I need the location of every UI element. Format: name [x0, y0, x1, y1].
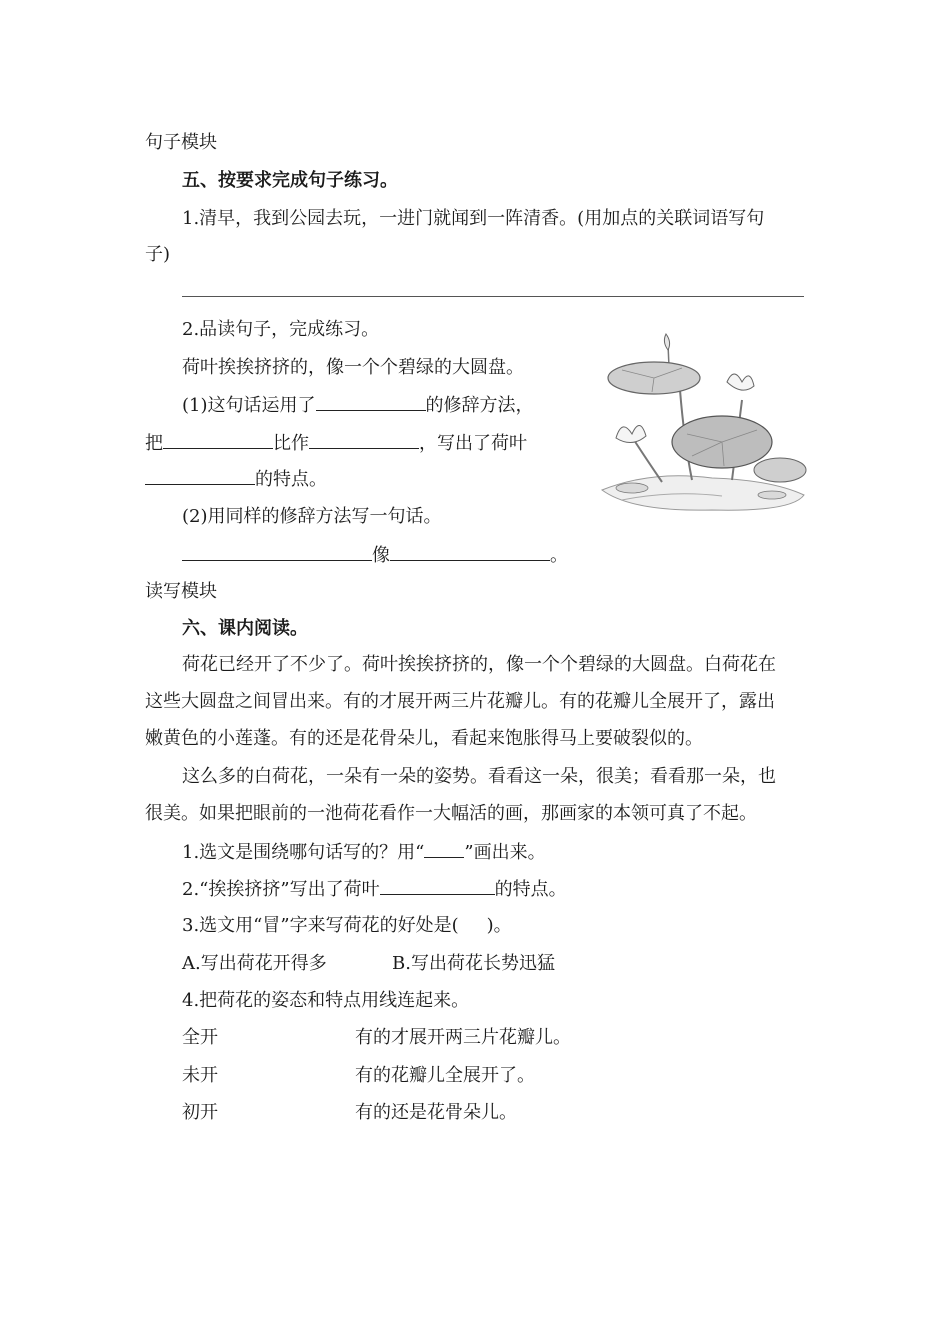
- question-5-2-1-row1: [182, 392, 534, 419]
- match-right-1[interactable]: 有的才展开两三片花瓣儿。: [355, 1027, 571, 1048]
- question-6-1: [182, 839, 546, 866]
- question-5-2-title: 2.品读句子，完成练习。: [182, 319, 380, 340]
- blank-sentence-start[interactable]: [182, 542, 372, 561]
- q5-2-1-text-a: (1)这句话运用了: [182, 395, 316, 416]
- q6-3-text-a: 3.选文用“冒”字来写荷花的好处是(: [182, 915, 459, 936]
- question-5-2-1-row2: [145, 430, 527, 457]
- passage-line-1: 荷花已经开了不少了。荷叶挨挨挤挤的，像一个个碧绿的大圆盘。白荷花在: [182, 654, 776, 675]
- blank-feature[interactable]: [145, 466, 255, 485]
- q6-2-text-a: 2.“挨挨挤挤”写出了荷叶: [182, 879, 380, 900]
- q5-2-1-text-c: 把: [145, 433, 163, 454]
- match-right-2[interactable]: 有的花瓣儿全展开了。: [355, 1065, 535, 1086]
- q5-2-2-end: 。: [550, 545, 568, 566]
- q5-2-1-text-b: 的修辞方法，: [425, 395, 534, 416]
- match-left-2[interactable]: 未开: [182, 1065, 218, 1086]
- passage-line-4: 这么多的白荷花，一朵有一朵的姿势。看看这一朵，很美；看看那一朵，也: [182, 766, 776, 787]
- q5-2-1-text-d: 比作: [273, 433, 309, 454]
- question-5-2-1-row3: [145, 466, 327, 493]
- q6-2-text-b: 的特点。: [494, 879, 567, 900]
- question-5-1-line2: 子): [145, 244, 171, 265]
- blank-compared-to[interactable]: [309, 430, 419, 449]
- question-6-4: 4.把荷花的姿态和特点用线连起来。: [182, 990, 470, 1011]
- q5-2-1-text-f: 的特点。: [255, 469, 327, 490]
- q5-2-1-text-e: ，写出了荷叶: [419, 433, 527, 454]
- q5-2-2-like: 像: [372, 545, 390, 566]
- q6-1-text-a: 1.选文是围绕哪句话写的？用“: [182, 842, 425, 863]
- question-5-2-2: (2)用同样的修辞方法写一句话。: [182, 506, 442, 527]
- question-5-2-2-answer: [182, 542, 568, 569]
- passage-line-5: 很美。如果把眼前的一池荷花看作一大幅活的画，那画家的本领可真了不起。: [145, 803, 757, 824]
- blank-sentence-end[interactable]: [390, 542, 550, 561]
- q6-3-text-b: )。: [486, 915, 512, 936]
- match-left-1[interactable]: 全开: [182, 1027, 218, 1048]
- option-a[interactable]: A.写出荷花开得多: [182, 953, 327, 974]
- blank-object[interactable]: [163, 430, 273, 449]
- blank-leaf-feature[interactable]: [380, 876, 495, 895]
- question-5-2-sentence: 荷叶挨挨挤挤的，像一个个碧绿的大圆盘。: [182, 357, 524, 378]
- match-left-3[interactable]: 初开: [182, 1102, 218, 1123]
- section-heading-reading: 读写模块: [145, 581, 217, 602]
- question-6-2: [182, 876, 567, 903]
- passage-line-3: 嫩黄色的小莲蓬。有的还是花骨朵儿，看起来饱胀得马上要破裂似的。: [145, 728, 703, 749]
- q6-1-text-b: ”画出来。: [464, 842, 546, 863]
- match-right-3[interactable]: 有的还是花骨朵儿。: [355, 1102, 517, 1123]
- lotus-pond-illustration-icon: [592, 330, 812, 520]
- question-6-title: 六、课内阅读。: [182, 618, 308, 639]
- section-heading-sentence: 句子模块: [145, 132, 217, 153]
- underline-sample: [424, 839, 464, 858]
- passage-line-2: 这些大圆盘之间冒出来。有的才展开两三片花瓣儿。有的花瓣儿全展开了，露出: [145, 691, 775, 712]
- question-6-3: [182, 913, 512, 939]
- answer-line[interactable]: [182, 296, 804, 297]
- blank-rhetoric[interactable]: [316, 392, 426, 411]
- question-5-1-line1: 1.清早，我到公园去玩，一进门就闻到一阵清香。(用加点的关联词语写句: [182, 208, 765, 229]
- question-5-title: 五、按要求完成句子练习。: [182, 170, 398, 191]
- option-b[interactable]: B.写出荷花长势迅猛: [392, 953, 555, 974]
